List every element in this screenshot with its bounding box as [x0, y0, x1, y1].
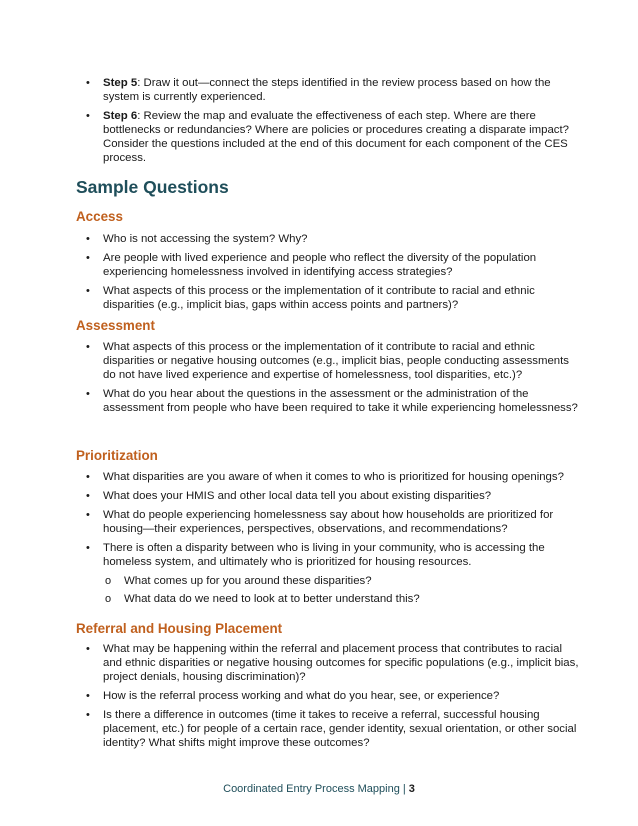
list-item: • What do you hear about the questions in the assessment or the administration of the assessment from people who have been required to take it while experiencing homelessness?	[86, 388, 578, 414]
bullet-icon: •	[86, 110, 90, 122]
sub-list-item: o What data do we need to look at to better understand this?	[105, 593, 420, 605]
page-number: 3	[408, 783, 415, 795]
list-item: • Is there a difference in outcomes (time it takes to receive a referral, successful housing placement, etc.) for people of a certain race, gender identity, sexual orientation, or other social identity? What shifts might improve these outcomes?	[86, 709, 577, 749]
list-item	[76, 76, 580, 104]
bullet-icon: •	[86, 471, 90, 483]
section-title-assessment: Assessment	[76, 318, 155, 333]
bullet-icon: •	[86, 643, 90, 655]
page-footer	[0, 783, 638, 795]
intro-steps-list	[0, 76, 638, 170]
bullet-icon: •	[86, 709, 90, 721]
section-title-referral: Referral and Housing Placement	[76, 621, 283, 636]
assessment-list	[0, 340, 638, 420]
list-item: • What aspects of this process or the implementation of it contribute to racial and ethnic disparities or negative housing outcomes (e.g., implicit bias, people conducting assessments do not have lived experience and expertise of homelessness, tool disparities, etc.)?	[86, 341, 569, 381]
bullet-icon: •	[86, 233, 90, 245]
list-item: • What do people experiencing homelessness say about how households are prioritized for housing—their experiences, perspectives, observations, and recommendations?	[86, 509, 554, 535]
list-item: • What may be happening within the referral and placement process that contributes to racial and ethnic disparities or negative housing outcomes for specific populations (e.g., implicit bias, project denials, housing discrimination)?	[86, 643, 579, 683]
access-list	[0, 232, 638, 317]
list-item: • What does your HMIS and other local data tell you about existing disparities?	[86, 490, 492, 502]
bullet-icon: •	[86, 690, 90, 702]
bullet-icon: •	[86, 542, 90, 554]
bullet-icon: •	[86, 388, 90, 400]
section-title-prioritization: Prioritization	[76, 448, 158, 463]
step-label: Step 5	[103, 77, 138, 89]
list-item: • What aspects of this process or the implementation of it contribute to racial and ethnic disparities (e.g., implicit bias, gaps within access points and partners)?	[86, 285, 535, 311]
sub-list-item: o What comes up for you around these disparities?	[105, 575, 372, 587]
list-item: • Who is not accessing the system? Why?	[86, 233, 308, 245]
list-item: • There is often a disparity between who is living in your community, who is accessing the homeless system, and ultimately who is prioritized for housing resources.	[86, 542, 545, 568]
bullet-icon: •	[86, 252, 90, 264]
sub-bullet-icon: o	[105, 575, 112, 587]
section-title-access: Access	[76, 209, 123, 224]
list-item	[76, 109, 580, 165]
footer-title: Coordinated Entry Process Mapping |	[223, 783, 406, 795]
list-item: • Are people with lived experience and people who reflect the diversity of the population experiencing homelessness involved in identifying access strategies?	[86, 252, 537, 278]
sub-bullet-icon: o	[105, 593, 112, 605]
step-label: Step 6	[103, 110, 138, 122]
list-item: • How is the referral process working and what do you hear, see, or experience?	[86, 690, 500, 702]
step-text: : Draw it out—connect the steps identified in the review process based on how the system is currently experienced.	[103, 77, 551, 103]
bullet-icon: •	[86, 509, 90, 521]
list-item: • What disparities are you aware of when it comes to who is prioritized for housing openings?	[86, 471, 564, 483]
referral-list	[0, 642, 638, 755]
page-heading: Sample Questions	[76, 177, 229, 197]
bullet-icon: •	[86, 77, 90, 89]
bullet-icon: •	[86, 490, 90, 502]
prioritization-list	[0, 470, 638, 610]
bullet-icon: •	[86, 285, 90, 297]
bullet-icon: •	[86, 341, 90, 353]
step-text: : Review the map and evaluate the effectiveness of each step. Where are there bottlenecks or redundancies? Where are policies or procedures creating a disparate impact? Consider the questions included at the end of this document for each component of the CES process.	[103, 110, 570, 164]
